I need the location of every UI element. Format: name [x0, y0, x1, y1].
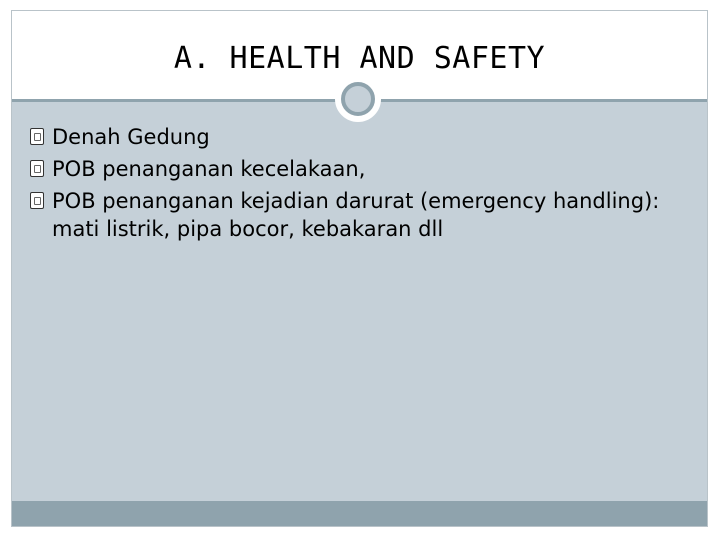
bullet-item [30, 187, 690, 243]
footer-band [12, 501, 707, 526]
missing-glyph-box-icon [30, 128, 44, 145]
divider-circle-ornament [341, 82, 375, 116]
bullet-text: POB penanganan kecelakaan, [52, 157, 366, 181]
bullet-item [30, 123, 690, 151]
bullet-item [30, 155, 690, 183]
bullet-text: Denah Gedung [52, 125, 210, 149]
missing-glyph-box-icon [30, 192, 44, 209]
bullet-text: POB penanganan kejadian darurat (emergency handling): mati listrik, pipa bocor, kebakaran dll [52, 189, 660, 241]
slide-title: A. HEALTH AND SAFETY [173, 41, 546, 76]
bullet-list [30, 123, 690, 247]
missing-glyph-box-icon [30, 160, 44, 177]
